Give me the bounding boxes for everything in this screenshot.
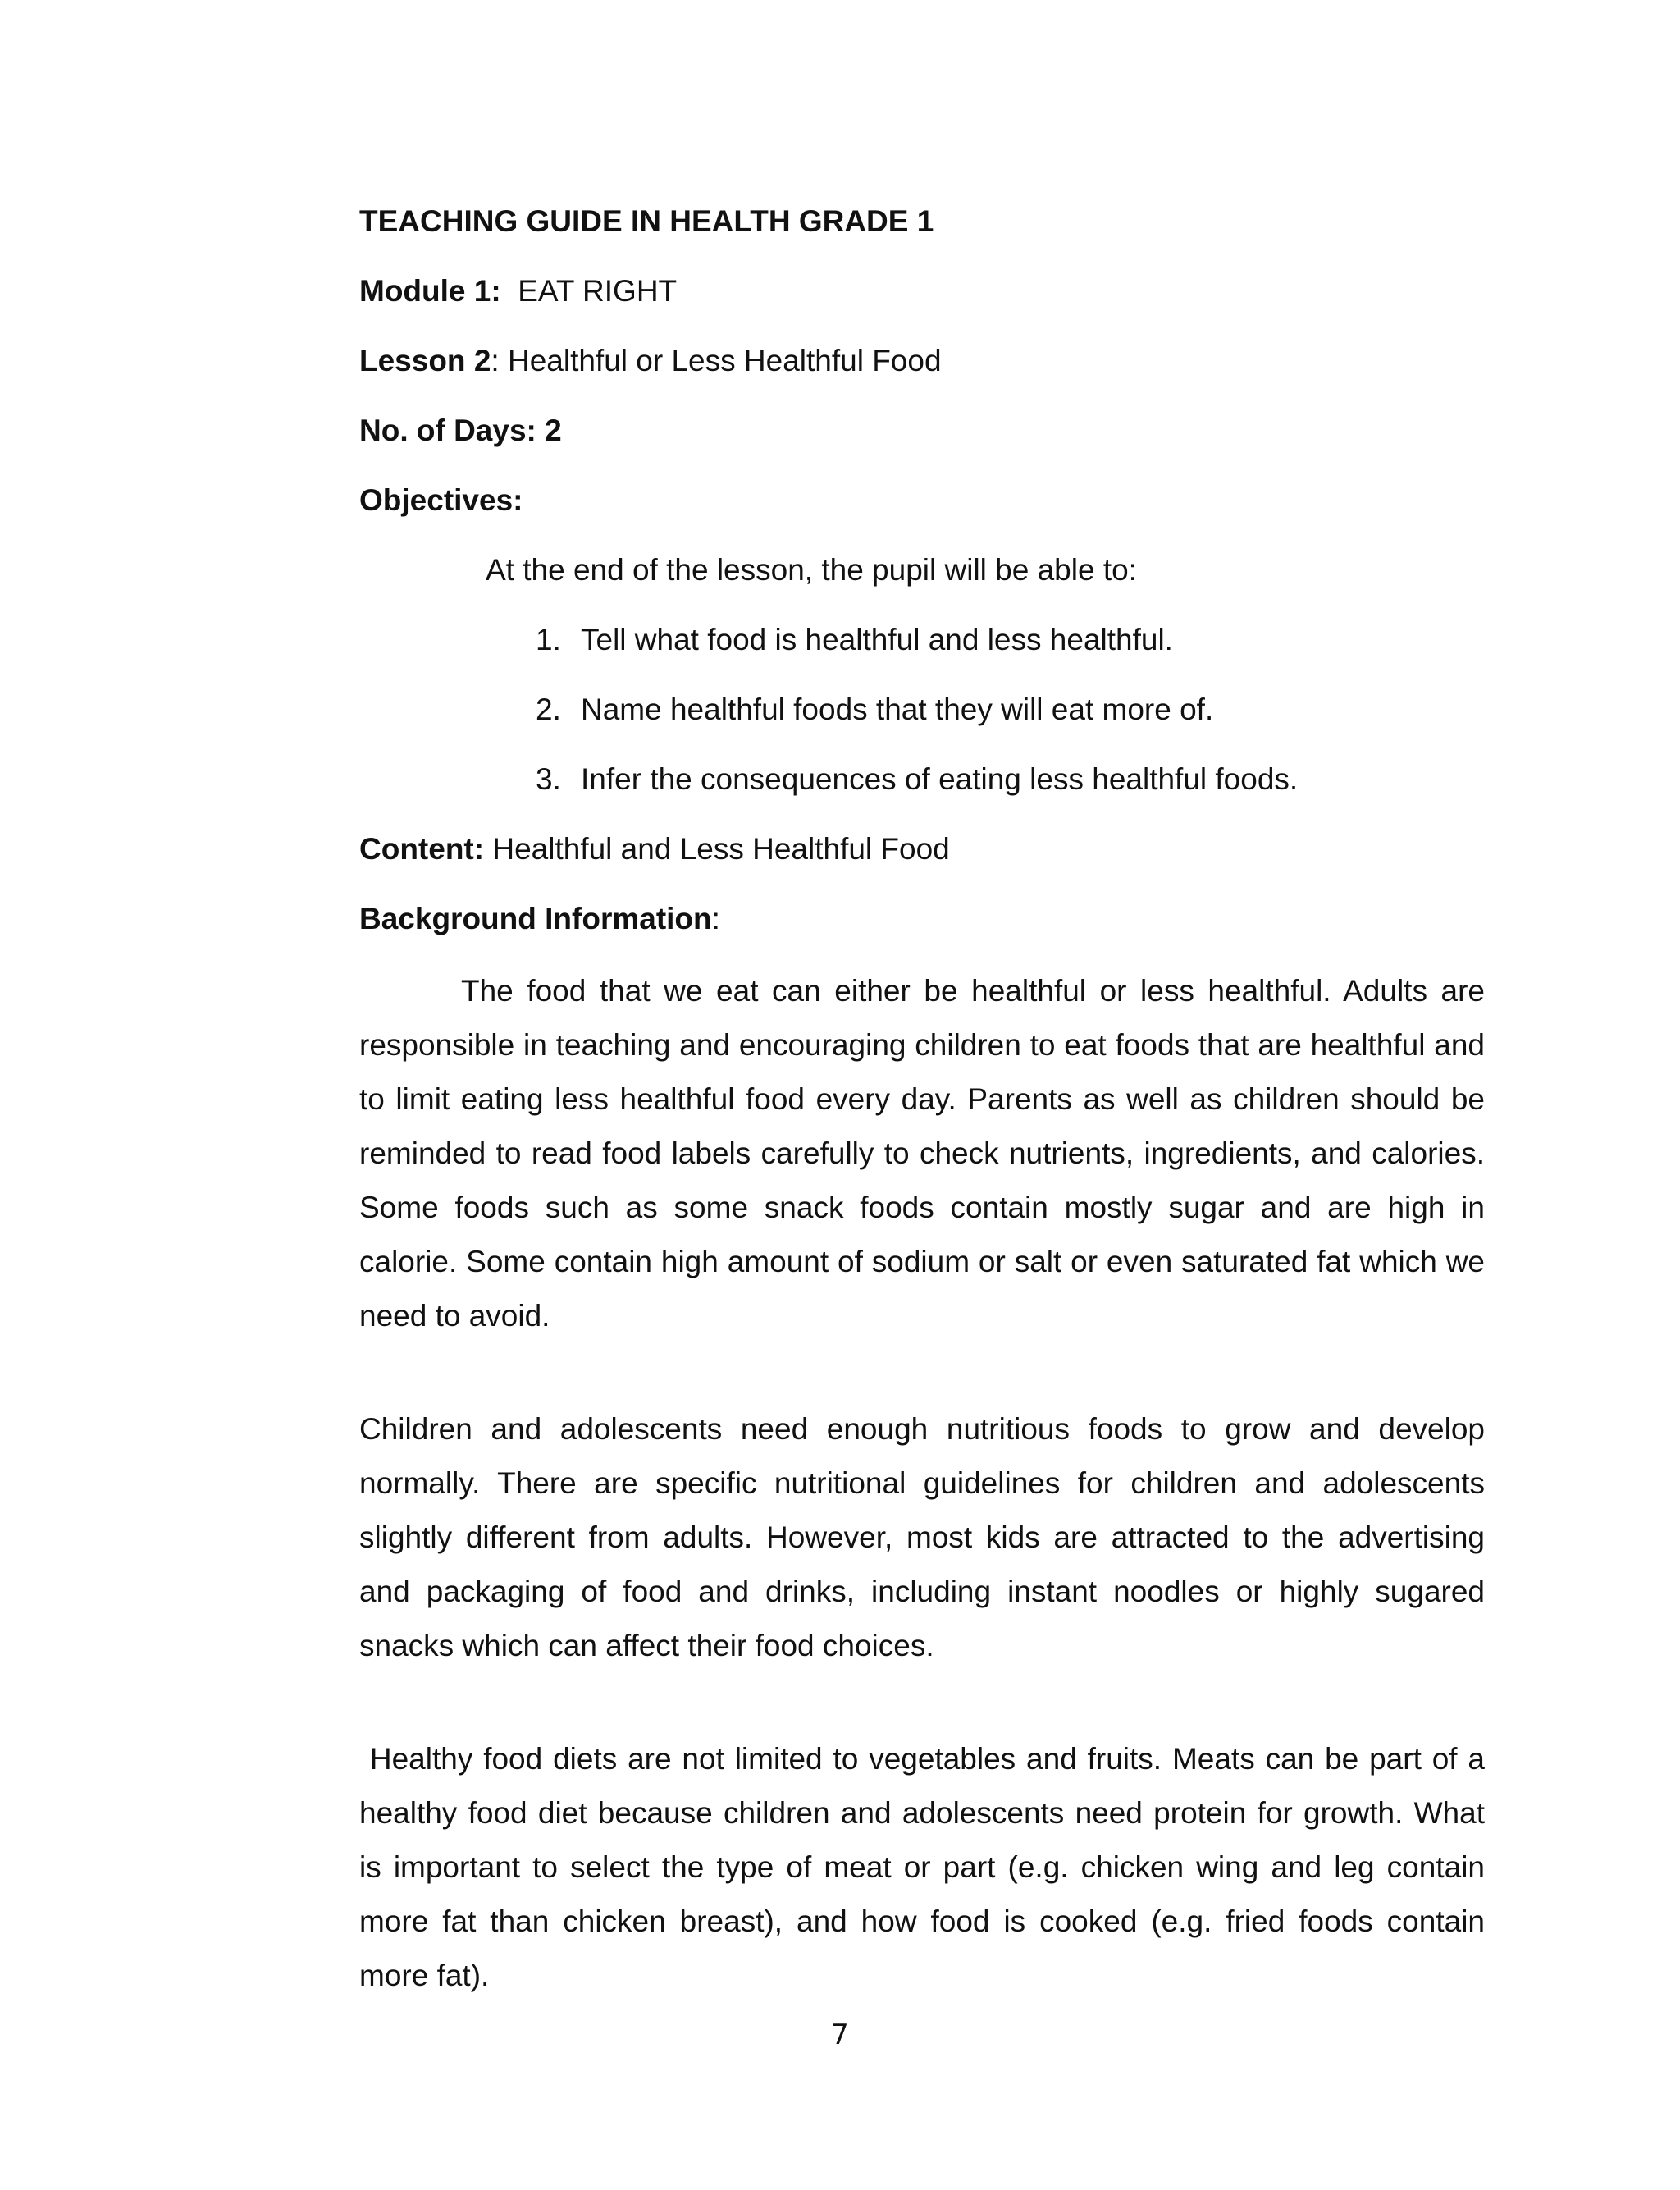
objective-number: 3. <box>536 762 561 796</box>
module-value <box>509 274 518 308</box>
document-body <box>359 197 1494 2003</box>
content-line <box>359 825 1485 894</box>
objective-number: 2. <box>536 693 561 726</box>
lesson-title: Healthful or Less Healthful Food <box>507 344 942 377</box>
lesson-line <box>359 336 1485 406</box>
objectives-intro: At the end of the lesson, the pupil will be able to: <box>486 553 1137 587</box>
objective-text: Infer the consequences of eating less healthful foods. <box>581 762 1299 796</box>
content-value: Healthful and Less Healthful Food <box>492 832 950 866</box>
objective-text: Tell what food is healthful and less healthful. <box>581 623 1173 656</box>
module-title: EAT RIGHT <box>518 274 678 308</box>
background-colon: : <box>711 902 720 935</box>
background-paragraph: Children and adolescents need enough nutritious foods to grow and develop normally. There are specific nutritional guidelines for children and adolescents slightly different from adults. However, most kids are attracted to the advertising and packaging of food and drinks, including instant noodles or highly sugared snacks which can affect their food choices. <box>359 1412 1485 1662</box>
document-title: TEACHING GUIDE IN HEALTH GRADE 1 <box>359 204 934 238</box>
page-number: 7 <box>831 2019 849 2051</box>
module-label: Module 1: <box>359 274 501 308</box>
objective-item <box>359 615 1485 685</box>
objectives-label: Objectives: <box>359 483 523 517</box>
module-line <box>359 267 1485 336</box>
objectives-list <box>359 615 1485 825</box>
content-label: Content: <box>359 832 485 866</box>
days-line: No. of Days: 2 <box>359 414 562 447</box>
objective-number: 1. <box>536 623 561 656</box>
objective-text: Name healthful foods that they will eat more of. <box>581 693 1214 726</box>
background-paragraph: The food that we eat can either be healthful or less healthful. Adults are responsible in teaching and encouraging children to eat foods that are healthful and to limit eating less healthful food every day. Parents as well as children should be reminded to read food labels carefully to check nutrients, ingredients, and calories. Some foods such as some snack foods contain mostly sugar and are high in calorie. Some contain high amount of sodium or salt or even saturated fat which we need to avoid. <box>359 974 1485 1333</box>
objective-item <box>359 685 1485 755</box>
lesson-label: Lesson 2 <box>359 344 491 377</box>
lesson-separator: : <box>491 344 500 377</box>
background-paragraph: Healthy food diets are not limited to vegetables and fruits. Meats can be part of a healthy food diet because children and adolescents need protein for growth. What is important to select the type of meat or part (e.g. chicken wing and leg contain more fat than chicken breast), and how food is cooked (e.g. fried foods contain more fat). <box>359 1742 1494 1992</box>
background-label: Background Information <box>359 902 712 935</box>
objective-item <box>359 755 1485 825</box>
background-heading <box>359 894 1485 964</box>
